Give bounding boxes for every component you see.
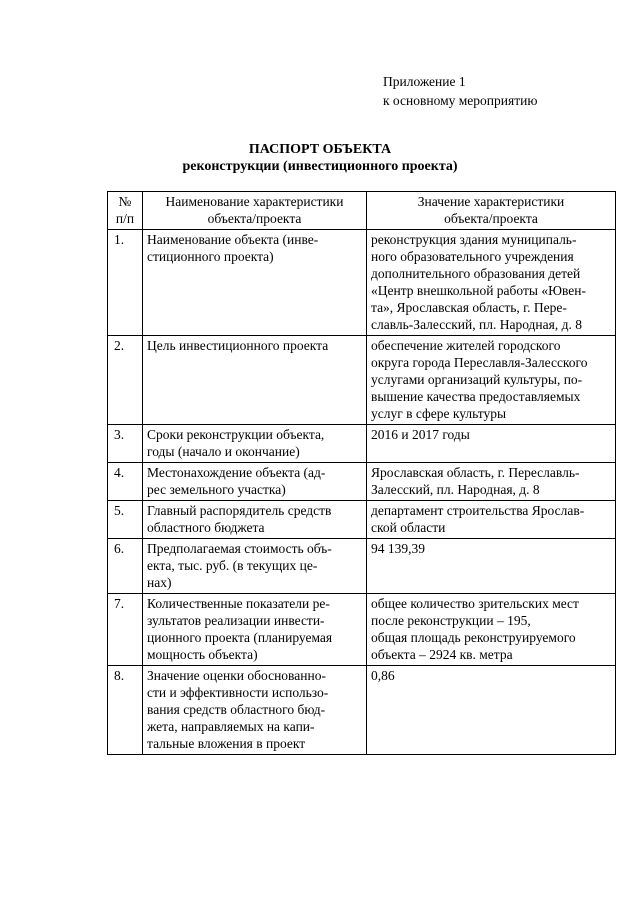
row-number-cell: 1.	[108, 230, 143, 336]
row-name-line: областного бюджета	[147, 520, 265, 535]
row-value-line: обеспечение жителей городского	[371, 338, 561, 353]
row-name-cell	[143, 666, 367, 755]
row-name-cell	[143, 336, 367, 425]
annex-line-1: Приложение 1	[383, 74, 466, 89]
row-name-line: Значение оценки обоснованно-	[147, 668, 326, 683]
row-value-cell	[367, 336, 616, 425]
row-value-line: вышение качества предоставляемых	[371, 389, 581, 404]
row-value-line: дополнительного образования детей	[371, 266, 581, 281]
row-name-line: стиционного проекта)	[147, 249, 274, 264]
row-name-line: Главный распорядитель средств	[147, 503, 332, 518]
row-value-line: та», Ярославская область, г. Пере-	[371, 300, 567, 315]
row-name-line: годы (начало и окончание)	[147, 444, 300, 459]
row-number-cell: 4.	[108, 463, 143, 501]
row-value-cell	[367, 539, 616, 594]
row-name-line: Сроки реконструкции объекта,	[147, 427, 325, 442]
row-value-line: «Центр внешкольной работы «Ювен-	[371, 283, 586, 298]
table-row	[108, 336, 616, 425]
row-value-line: объекта – 2924 кв. метра	[371, 647, 513, 662]
header-value-line: Значение характеристики	[417, 194, 565, 209]
document-title	[0, 141, 640, 175]
header-num	[108, 192, 143, 230]
row-name-line: тальные вложения в проект	[147, 736, 306, 751]
header-name	[143, 192, 367, 230]
row-value-line: Залесский, пл. Народная, д. 8	[371, 482, 540, 497]
row-name-line: Количественные показатели ре-	[147, 596, 330, 611]
row-value-line: реконструкция здания муниципаль-	[371, 232, 577, 247]
table-row	[108, 539, 616, 594]
row-name-line: екта, тыс. руб. (в текущих це-	[147, 558, 318, 573]
row-value-cell	[367, 594, 616, 666]
row-name-line: жета, направляемых на капи-	[147, 719, 315, 734]
row-name-line: Местонахождение объекта (ад-	[147, 465, 326, 480]
table-row	[108, 501, 616, 539]
row-value-line: общая площадь реконструируемого	[371, 630, 576, 645]
row-number-cell: 8.	[108, 666, 143, 755]
row-value-cell	[367, 463, 616, 501]
title-line-1: ПАСПОРТ ОБЪЕКТА	[248, 142, 392, 157]
header-num-line: №	[118, 194, 132, 209]
row-value-line: ного образовательного учреждения	[371, 249, 574, 264]
row-value-line: услугами организаций культуры, по-	[371, 372, 583, 387]
row-number-cell: 3.	[108, 425, 143, 463]
title-line-2: реконструкции (инвестиционного проекта)	[182, 159, 458, 174]
table-row	[108, 666, 616, 755]
row-name-line: Предполагаемая стоимость объ-	[147, 541, 332, 556]
row-value-line: Ярославская область, г. Переславль-	[371, 465, 580, 480]
row-value-line: 94 139,39	[371, 541, 425, 556]
header-value-line: объекта/проекта	[444, 211, 538, 226]
table-header-row	[108, 192, 616, 230]
header-name-line: объекта/проекта	[207, 211, 302, 226]
row-value-line: услуг в сфере культуры	[371, 406, 507, 421]
table-row	[108, 425, 616, 463]
annex-line-2: к основному мероприятию	[383, 93, 538, 108]
row-name-line: рес земельного участка)	[147, 482, 286, 497]
row-value-cell	[367, 501, 616, 539]
row-value-line: славль-Залесский, пл. Народная, д. 8	[371, 317, 582, 332]
row-name-line: ционного проекта (планируемая	[147, 630, 333, 645]
row-number-cell: 6.	[108, 539, 143, 594]
row-value-line: ской области	[371, 520, 446, 535]
table-body	[108, 230, 616, 755]
row-value-line: департамент строительства Ярослав-	[371, 503, 585, 518]
header-name-line: Наименование характеристики	[165, 194, 344, 209]
header-num-line: п/п	[115, 211, 135, 226]
object-passport-table	[107, 191, 616, 755]
table-row	[108, 230, 616, 336]
row-number-cell: 5.	[108, 501, 143, 539]
row-name-line: Наименование объекта (инве-	[147, 232, 319, 247]
row-value-line: 0,86	[371, 668, 395, 683]
row-name-cell	[143, 501, 367, 539]
row-number-cell: 2.	[108, 336, 143, 425]
row-value-line: общее количество зрительских мест	[371, 596, 579, 611]
row-value-cell	[367, 425, 616, 463]
row-value-line: 2016 и 2017 годы	[371, 427, 470, 442]
row-name-line: нах)	[147, 575, 172, 590]
row-name-cell	[143, 230, 367, 336]
table-row	[108, 594, 616, 666]
row-name-line: сти и эффективности использо-	[147, 685, 329, 700]
row-name-line: мощность объекта)	[147, 647, 258, 662]
row-value-cell	[367, 230, 616, 336]
row-value-line: после реконструкции – 195,	[371, 613, 531, 628]
row-name-cell	[143, 539, 367, 594]
annex-note	[383, 72, 537, 110]
row-number-cell: 7.	[108, 594, 143, 666]
header-value	[367, 192, 616, 230]
row-name-cell	[143, 463, 367, 501]
row-name-line: вания средств областного бюд-	[147, 702, 326, 717]
row-name-line: зультатов реализации инвести-	[147, 613, 325, 628]
row-name-cell	[143, 594, 367, 666]
row-name-line: Цель инвестиционного проекта	[147, 338, 329, 353]
row-value-line: округа города Переславля-Залесского	[371, 355, 588, 370]
row-value-cell	[367, 666, 616, 755]
row-name-cell	[143, 425, 367, 463]
table-row	[108, 463, 616, 501]
